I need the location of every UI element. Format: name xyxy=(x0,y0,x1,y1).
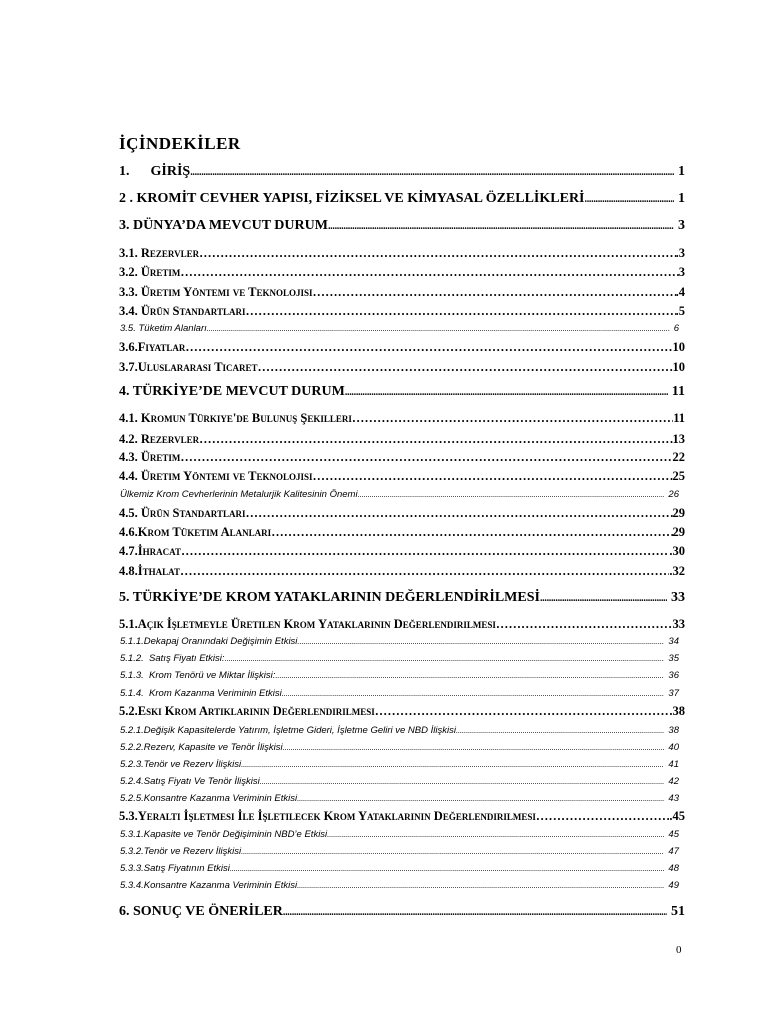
toc-entry[interactable] xyxy=(120,636,679,647)
toc-entry-page: 33 xyxy=(672,617,685,631)
toc-entry-page: 10 xyxy=(672,360,685,374)
toc-entry-title: 5.3.Yeraltı İşletmesi İle İşletilecek Krom Yataklarının Değerlendirilmesi xyxy=(119,809,536,823)
toc-entry-title: Ülkemiz Krom Cevherlerinin Metalurjik Kalitesinin Önemi xyxy=(120,489,358,500)
toc-entry-title: 5.1.3. Krom Tenörü ve Miktar İlişkisi: xyxy=(120,670,276,681)
toc-entry-title: 5.1.2. Satış Fiyatı Etkisi: xyxy=(120,653,225,664)
toc-entry-title: 5.2.1.Değişik Kapasitelerde Yatırım, İşletme Gideri, İşletme Geliri ve NBD İlişkisi xyxy=(120,725,456,736)
toc-entry[interactable] xyxy=(119,432,685,447)
toc-leader xyxy=(375,704,670,719)
toc-entry[interactable] xyxy=(119,525,685,540)
toc-entry[interactable] xyxy=(119,285,685,300)
toc-leader xyxy=(230,864,665,873)
toc-entry[interactable] xyxy=(120,759,679,770)
toc-leader xyxy=(199,246,676,261)
toc-entry[interactable] xyxy=(119,246,685,261)
toc-entry[interactable] xyxy=(119,411,685,426)
toc-leader xyxy=(180,564,669,579)
toc-entry[interactable] xyxy=(119,265,685,280)
toc-entry[interactable] xyxy=(119,564,685,579)
toc-entry-title: 5. TÜRKİYE’DE KROM YATAKLARININ DEĞERLENDİRİLMESİ xyxy=(119,590,540,605)
toc-entry[interactable] xyxy=(120,489,679,500)
toc-leader xyxy=(312,285,675,300)
toc-entry-title: 3.7.Uluslararası Ticaret xyxy=(119,360,258,374)
toc-entry-page: 40 xyxy=(668,742,679,753)
toc-entry-title: 5.3.3.Satış Fiyatının Etkisi xyxy=(120,863,230,874)
toc-leader xyxy=(327,830,664,839)
toc-leader xyxy=(496,617,673,632)
toc-leader xyxy=(190,167,674,178)
toc-entry-title: 3.3. Üretim Yöntemi ve Teknolojisi xyxy=(119,285,313,299)
toc-entry-title: 3.6.Fiyatlar xyxy=(119,340,186,354)
toc-entry[interactable] xyxy=(119,809,685,824)
toc-leader xyxy=(275,671,664,680)
toc-entry-page: 41 xyxy=(668,759,679,770)
toc-entry-page: .4 xyxy=(675,285,685,299)
toc-entry[interactable] xyxy=(120,829,679,840)
toc-entry-page: 42 xyxy=(668,776,679,787)
toc-leader xyxy=(260,777,665,786)
toc-entry-title: 5.2.3.Tenör ve Rezerv İlişkisi xyxy=(120,759,242,770)
toc-entry-title: 4.5. Ürün Standartları xyxy=(119,506,246,520)
toc-entry-title: 4.4. Üretim Yöntemi ve Teknolojisi xyxy=(119,469,313,483)
toc-entry[interactable] xyxy=(119,617,685,632)
toc-entry[interactable] xyxy=(119,544,685,559)
toc-entry-title: 5.3.1.Kapasite ve Tenör Değişiminin NBD’e Etkisi xyxy=(120,829,328,840)
toc-entry-page: 26 xyxy=(668,489,679,500)
toc-leader xyxy=(297,881,664,890)
toc-entry-page: 13 xyxy=(672,432,685,446)
toc-leader xyxy=(297,637,664,646)
toc-entry-page: .5 xyxy=(675,304,685,318)
toc-entry-page: 38 xyxy=(668,725,679,736)
toc-leader xyxy=(585,194,674,205)
toc-leader xyxy=(358,490,665,499)
toc-entry-title: 3.2. Üretim xyxy=(119,265,181,279)
toc-leader xyxy=(225,654,665,663)
toc-entry-page: 33 xyxy=(671,590,685,605)
toc-entry[interactable] xyxy=(120,670,679,681)
toc-entry-title: 5.1.4. Krom Kazanma Veriminin Etkisi xyxy=(120,688,282,699)
toc-entry[interactable] xyxy=(119,704,685,719)
toc-entry-page: 36 xyxy=(668,670,679,681)
toc-entry-title: 5.2.2.Rezerv, Kapasite ve Tenör İlişkisi xyxy=(120,742,283,753)
toc-entry-title: 5.2.4.Satış Fiyatı Ve Tenör İlişkisi xyxy=(120,776,260,787)
toc-leader xyxy=(241,760,664,769)
toc-leader xyxy=(246,304,676,319)
toc-entry-page: .45 xyxy=(669,809,685,823)
toc-entry-title: 1. GİRİŞ xyxy=(119,164,191,179)
toc-entry[interactable] xyxy=(120,863,679,874)
toc-leader xyxy=(199,432,672,447)
toc-entry-page: 11 xyxy=(671,384,685,399)
toc-leader xyxy=(456,726,664,735)
toc-entry-page: 1 xyxy=(678,164,685,179)
toc-entry[interactable] xyxy=(119,506,685,521)
toc-entry-page: .32 xyxy=(669,564,685,578)
toc-entry[interactable] xyxy=(119,904,685,920)
toc-entry-title: 4.6.Krom Tüketim Alanları xyxy=(119,525,272,539)
toc-leader xyxy=(540,593,667,604)
toc-leader xyxy=(345,387,668,398)
toc-entry[interactable] xyxy=(119,360,685,375)
toc-entry-title: 4. TÜRKİYE’DE MEVCUT DURUM xyxy=(119,384,345,399)
toc-entry-page: 11 xyxy=(673,411,685,425)
toc-entry-page: 47 xyxy=(668,846,679,857)
toc-entry-title: 3. DÜNYA’DA MEVCUT DURUM xyxy=(119,218,328,233)
toc-entry[interactable] xyxy=(120,688,679,699)
toc-leader xyxy=(352,411,673,426)
toc-entry-page: 22 xyxy=(672,450,685,464)
toc-leader xyxy=(180,265,678,280)
toc-entry-title: 5.3.2.Tenör ve Rezerv İlişkisi xyxy=(120,846,242,857)
toc-heading: İÇİNDEKİLER xyxy=(119,134,241,153)
toc-leader xyxy=(246,506,673,521)
toc-entry-page: 48 xyxy=(668,863,679,874)
toc-entry[interactable] xyxy=(119,469,685,484)
toc-entry[interactable] xyxy=(119,450,685,465)
toc-entry-title: 3.1. Rezervler xyxy=(119,246,200,260)
toc-entry[interactable] xyxy=(119,218,685,234)
toc-entry-title: 4.3. Üretim xyxy=(119,450,181,464)
toc-entry-title: 5.2.Eski Krom Artıklarının Değerlendirilmesi xyxy=(119,704,375,718)
toc-entry[interactable] xyxy=(120,776,679,787)
toc-entry-page: 1 xyxy=(678,191,685,206)
toc-entry[interactable] xyxy=(119,304,685,319)
toc-leader xyxy=(258,360,673,375)
toc-entry-title: 4.1. Kromun Türkiye'de Bulunuş Şekilleri xyxy=(119,411,352,425)
toc-entry[interactable] xyxy=(119,191,685,207)
toc-leader xyxy=(181,544,669,559)
toc-entry[interactable] xyxy=(120,742,679,753)
toc-entry-title: 5.1.Açık İşletmeyle Üretilen Krom Yataklarının Değerlendirilmesi xyxy=(119,617,496,631)
toc-leader xyxy=(271,525,672,540)
toc-entry-page: 25 xyxy=(672,469,685,483)
toc-entry-page: 10 xyxy=(672,340,685,354)
page-number: 0 xyxy=(676,944,682,956)
toc-leader xyxy=(207,324,670,333)
toc-entry-title: 5.3.4.Konsantre Kazanma Veriminin Etkisi xyxy=(120,880,298,891)
toc-leader xyxy=(312,469,672,484)
toc-entry-page: .30 xyxy=(669,544,685,558)
toc-entry-page: .38 xyxy=(669,704,685,718)
toc-entry-page: 29 xyxy=(672,525,685,539)
toc-entry-title: 4.8.İthalat xyxy=(119,564,180,578)
toc-entry[interactable] xyxy=(119,590,685,606)
toc-entry[interactable] xyxy=(120,880,679,891)
toc-leader xyxy=(185,340,672,355)
toc-entry-page: .3 xyxy=(675,246,685,260)
toc-entry[interactable] xyxy=(119,164,685,180)
toc-leader xyxy=(241,847,664,856)
toc-entry-page: 45 xyxy=(668,829,679,840)
toc-entry[interactable] xyxy=(120,793,679,804)
toc-entry-title: 4.7.İhracat xyxy=(119,544,181,558)
toc-entry-page: 51 xyxy=(671,904,685,919)
toc-entry-title: 5.2.5.Konsantre Kazanma Veriminin Etkisi xyxy=(120,793,298,804)
toc-leader xyxy=(536,809,670,824)
toc-leader xyxy=(328,221,674,232)
toc-leader xyxy=(282,689,665,698)
toc-entry-title: 4.2. Rezervler xyxy=(119,432,200,446)
toc-entry-page: 6 xyxy=(673,323,679,334)
toc-entry-title: 2 . KROMİT CEVHER YAPISI, FİZİKSEL VE KİMYASAL ÖZELLİKLERİ xyxy=(119,191,585,206)
toc-leader xyxy=(283,907,667,918)
toc-entry-title: 3.5. Tüketim Alanları xyxy=(120,323,207,334)
toc-entry-title: 3.4. Ürün Standartları xyxy=(119,304,246,318)
toc-entry-title: 6. SONUÇ VE ÖNERİLER xyxy=(119,904,283,919)
toc-leader xyxy=(297,794,664,803)
toc-entry-title: 5.1.1.Dekapaj Oranındaki Değişimin Etkisi xyxy=(120,636,298,647)
toc-entry[interactable] xyxy=(120,725,679,736)
toc-entry-page: 29 xyxy=(672,506,685,520)
toc-entry-page: 35 xyxy=(668,653,679,664)
toc-entry[interactable] xyxy=(120,653,679,664)
toc-entry-page: 49 xyxy=(668,880,679,891)
toc-entry-page: 43 xyxy=(668,793,679,804)
toc-entry[interactable] xyxy=(120,323,679,334)
toc-leader xyxy=(180,450,672,465)
toc-entry-page: 34 xyxy=(668,636,679,647)
toc-entry-page: 3 xyxy=(678,218,685,233)
toc-entry[interactable] xyxy=(120,846,679,857)
toc-entry[interactable] xyxy=(119,340,685,355)
toc-leader xyxy=(283,743,665,752)
toc-entry-page: 37 xyxy=(668,688,679,699)
toc-entry[interactable] xyxy=(119,384,685,400)
toc-entry-page: 3 xyxy=(678,265,685,279)
